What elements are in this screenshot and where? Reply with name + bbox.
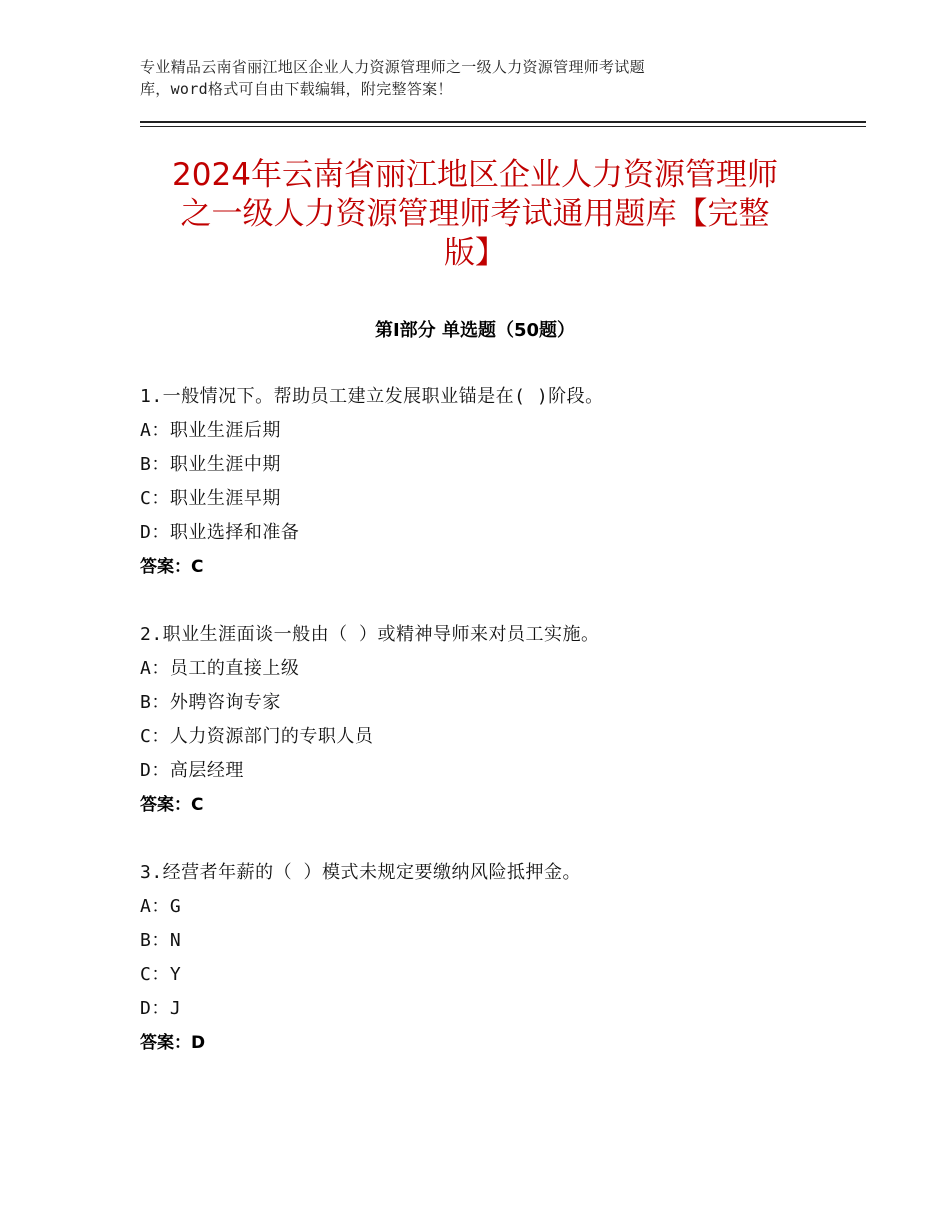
- document-title-line-2: 之一级人力资源管理师考试通用题库【完整: [180, 196, 770, 232]
- answer: 答案：C: [140, 795, 204, 815]
- option-c: C：Y: [140, 964, 182, 985]
- header-note-line-1: 专业精品云南省丽江地区企业人力资源管理师之一级人力资源管理师考试题: [140, 58, 645, 76]
- option-b: B：外聘咨询专家: [140, 692, 281, 713]
- header-divider-thick: [140, 121, 866, 123]
- option-a: A：G: [140, 896, 182, 917]
- document-title-line-3: 版】: [444, 235, 506, 271]
- document-title-line-1: 2024年云南省丽江地区企业人力资源管理师: [172, 157, 778, 193]
- option-d: D：高层经理: [140, 760, 244, 781]
- answer: 答案：C: [140, 557, 204, 577]
- question-1: [140, 385, 840, 589]
- question-3: [140, 861, 840, 1065]
- option-a: A：职业生涯后期: [140, 420, 281, 441]
- document-title: [130, 156, 820, 273]
- option-b: B：职业生涯中期: [140, 454, 281, 475]
- question-list: [140, 385, 840, 1099]
- option-d: D：J: [140, 998, 182, 1019]
- header-divider-thin: [140, 126, 866, 127]
- question-stem: 1.一般情况下。帮助员工建立发展职业锚是在( )阶段。: [140, 386, 604, 407]
- answer: 答案：D: [140, 1033, 206, 1053]
- question-2: [140, 623, 840, 827]
- header-note-line-2: 库，word格式可自由下载编辑，附完整答案！: [140, 80, 453, 98]
- section-title: 第Ⅰ部分 单选题（50题）: [374, 320, 575, 341]
- option-c: C：职业生涯早期: [140, 488, 281, 509]
- option-c: C：人力资源部门的专职人员: [140, 726, 374, 747]
- option-b: B：N: [140, 930, 182, 951]
- question-stem: 3.经营者年薪的（ ）模式未规定要缴纳风险抵押金。: [140, 862, 582, 883]
- header-note: [140, 56, 780, 100]
- option-a: A：员工的直接上级: [140, 658, 300, 679]
- question-stem: 2.职业生涯面谈一般由（ ）或精神导师来对员工实施。: [140, 624, 600, 645]
- option-d: D：职业选择和准备: [140, 522, 300, 543]
